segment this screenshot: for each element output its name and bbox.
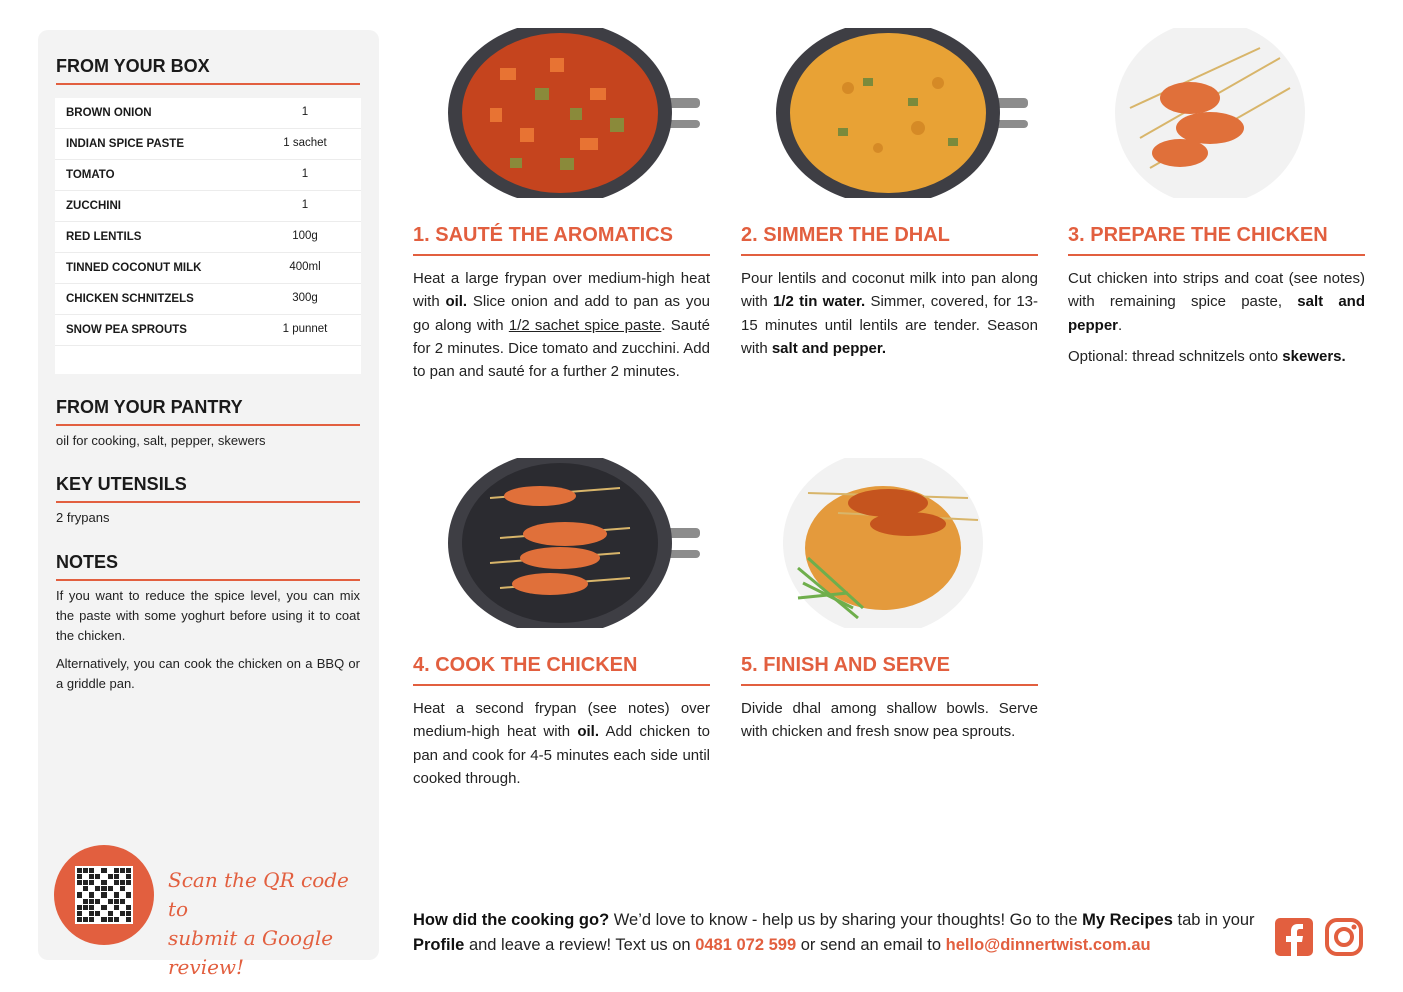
step3-photo xyxy=(1080,28,1340,198)
step2-photo xyxy=(768,28,1028,198)
ingredient-name: SNOW PEA SPROUTS xyxy=(66,324,187,336)
email-link[interactable]: hello@dinnertwist.com.au xyxy=(945,936,1151,954)
step1-body: Heat a large frypan over medium-high heat with oil. Slice onion and add to pan as you go along with 1/2 sachet spice paste. Sauté for 2 minutes. Dice tomato and zucchini. Add to pan and sauté for a further 2 minutes. xyxy=(413,270,711,381)
qr-cta-line: Scan the QR code to xyxy=(168,868,349,921)
notes-body xyxy=(56,586,360,702)
qr-cta-line: submit a Google review! xyxy=(168,926,334,979)
phone-link[interactable]: 0481 072 599 xyxy=(695,936,797,954)
qr-code-icon[interactable] xyxy=(54,845,154,945)
step4-title: 4. COOK THE CHICKEN xyxy=(413,654,710,686)
note-paragraph: If you want to reduce the spice level, you can mix the paste with some yoghurt before using it to coat the chicken. xyxy=(56,588,360,643)
step2-title: 2. SIMMER THE DHAL xyxy=(741,224,1038,256)
table-row xyxy=(55,222,361,253)
sidebar-panel xyxy=(38,30,379,979)
ingredient-qty: 1 sachet xyxy=(283,137,327,149)
instagram-icon[interactable] xyxy=(1325,918,1363,956)
ingredient-name: RED LENTILS xyxy=(66,231,142,243)
ingredient-qty: 100g xyxy=(292,230,318,242)
ingredients-table xyxy=(55,98,361,374)
note-paragraph: Alternatively, you can cook the chicken on a BBQ or a griddle pan. xyxy=(56,656,360,691)
pantry-text: oil for cooking, salt, pepper, skewers xyxy=(56,433,266,448)
step3-body: Cut chicken into strips and coat (see notes) with remaining spice paste, salt and pepper. Optional: thread schnitzels onto skewers. xyxy=(1068,270,1365,365)
ingredient-name: CHICKEN SCHNITZELS xyxy=(66,293,194,305)
qr-call-to-action xyxy=(168,866,368,982)
ingredient-name: TOMATO xyxy=(66,169,115,181)
ingredient-name: BROWN ONION xyxy=(66,107,152,119)
ingredient-name: TINNED COCONUT MILK xyxy=(66,262,202,274)
table-row xyxy=(55,315,361,346)
ingredient-name: INDIAN SPICE PASTE xyxy=(66,138,184,150)
step4-body: Heat a second frypan (see notes) over medium-high heat with oil. Add chicken to pan and cook for 4-5 minutes each side until cooked through. xyxy=(413,700,711,787)
step3-title: 3. PREPARE THE CHICKEN xyxy=(1068,224,1365,256)
step5-body: Divide dhal among shallow bowls. Serve with chicken and fresh snow pea sprouts. xyxy=(741,700,1038,741)
facebook-icon[interactable] xyxy=(1275,918,1313,956)
notes-title: NOTES xyxy=(56,552,360,581)
step1-title: 1. SAUTÉ THE AROMATICS xyxy=(413,224,710,256)
utensils-text: 2 frypans xyxy=(56,510,110,525)
pantry-title: FROM YOUR PANTRY xyxy=(56,397,360,426)
table-row xyxy=(55,191,361,222)
table-row xyxy=(55,98,361,129)
step1-photo xyxy=(440,28,700,198)
ingredient-qty: 400ml xyxy=(289,261,321,273)
step4-photo xyxy=(440,458,700,628)
ingredient-qty: 1 xyxy=(301,168,309,180)
ingredient-qty: 1 xyxy=(301,199,309,211)
table-row xyxy=(55,129,361,160)
ingredient-qty: 1 xyxy=(301,106,309,118)
table-row xyxy=(55,160,361,191)
table-row xyxy=(55,253,361,284)
step5-photo xyxy=(768,458,1028,628)
ingredient-qty: 1 punnet xyxy=(282,323,328,335)
step2-body: Pour lentils and coconut milk into pan along with 1/2 tin water. Simmer, covered, for 13-15 minutes until lentils are tender. Season with salt and pepper. xyxy=(741,270,1038,357)
qr-code-matrix xyxy=(75,866,133,924)
ingredient-qty: 300g xyxy=(292,292,318,304)
box-title: FROM YOUR BOX xyxy=(56,56,360,85)
step5-title: 5. FINISH AND SERVE xyxy=(741,654,1038,686)
review-footer: How did the cooking go? We’d love to know - help us by sharing your thoughts! Go to the My Recipes tab in your Profile and leave a review! Text us on 0481 072 599 or send an email to hello@dinnertwist.com.au xyxy=(413,911,1255,954)
ingredient-name: ZUCCHINI xyxy=(66,200,121,212)
utensils-title: KEY UTENSILS xyxy=(56,474,360,503)
table-row xyxy=(55,284,361,315)
